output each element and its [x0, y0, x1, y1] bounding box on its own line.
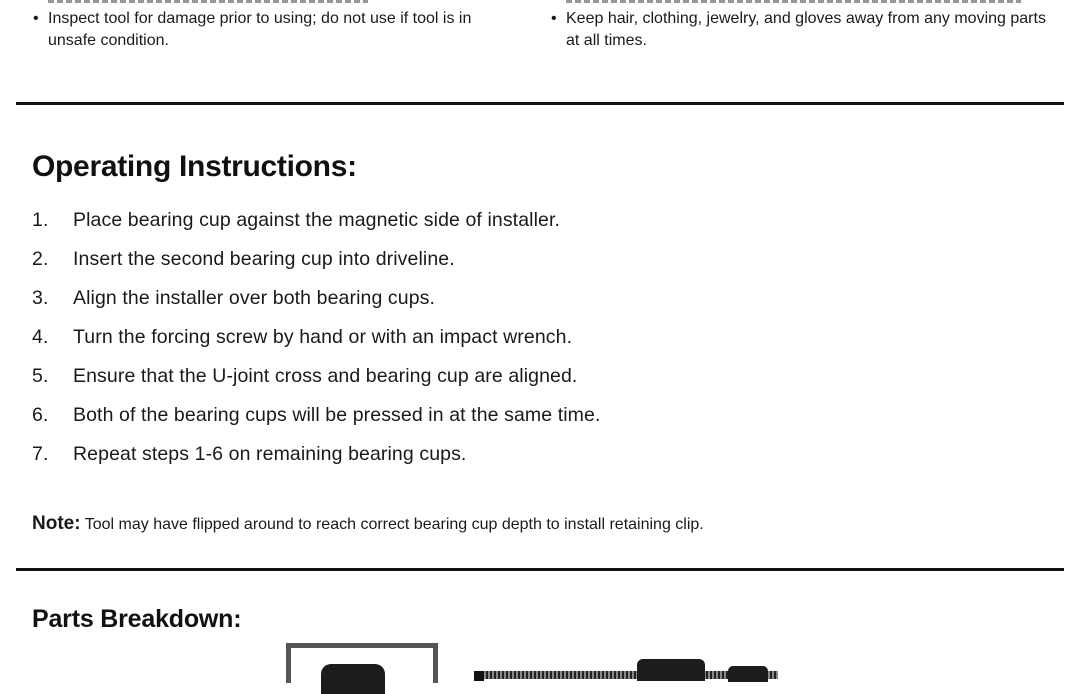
safety-bullet-right-text: Keep hair, clothing, jewelry, and gloves away from any moving parts at all times.	[566, 10, 1046, 49]
note-label: Note:	[32, 513, 81, 534]
bearing-cup-illustration	[286, 643, 438, 683]
step-text: Place bearing cup against the magnetic side of installer.	[73, 209, 560, 231]
step-number: 3.	[32, 287, 49, 309]
step-item	[32, 285, 600, 324]
step-text: Ensure that the U-joint cross and bearing cup are aligned.	[73, 365, 578, 387]
step-item	[32, 402, 600, 441]
step-text: Repeat steps 1-6 on remaining bearing cups.	[73, 443, 467, 465]
step-text: Turn the forcing screw by hand or with an impact wrench.	[73, 326, 573, 348]
operating-instructions-heading: Operating Instructions:	[32, 150, 357, 183]
step-item	[32, 207, 600, 246]
note-text: Tool may have flipped around to reach correct bearing cup depth to install retaining clip.	[84, 516, 704, 533]
step-number: 4.	[32, 326, 49, 348]
bullet-dot: •	[551, 10, 557, 27]
adapter-block-part	[637, 659, 705, 681]
operating-steps-list	[32, 207, 600, 480]
step-item	[32, 246, 600, 285]
section-divider	[16, 568, 1064, 571]
forcing-screw-illustration	[470, 657, 780, 677]
step-number: 7.	[32, 443, 49, 465]
note	[32, 513, 704, 536]
rod-end-part	[474, 671, 484, 681]
step-number: 5.	[32, 365, 49, 387]
step-item	[32, 441, 600, 480]
nut-part	[728, 666, 768, 682]
step-item	[32, 324, 600, 363]
step-text: Align the installer over both bearing cups.	[73, 287, 436, 309]
step-number: 2.	[32, 248, 49, 270]
section-divider	[16, 102, 1064, 105]
bullet-dot: •	[33, 10, 39, 27]
step-item	[32, 363, 600, 402]
cut-off-text-left	[48, 0, 368, 3]
parts-breakdown-heading: Parts Breakdown:	[32, 605, 242, 633]
bearing-cup-part	[321, 664, 385, 694]
step-number: 1.	[32, 209, 49, 231]
safety-bullet-left-text: Inspect tool for damage prior to using; do not use if tool is in unsafe condition.	[48, 10, 472, 49]
step-number: 6.	[32, 404, 49, 426]
step-text: Both of the bearing cups will be pressed in at the same time.	[73, 404, 601, 426]
cut-off-text-right	[566, 0, 1021, 3]
step-text: Insert the second bearing cup into driveline.	[73, 248, 455, 270]
safety-bullet-right	[551, 8, 1046, 52]
safety-bullet-left	[33, 8, 508, 52]
